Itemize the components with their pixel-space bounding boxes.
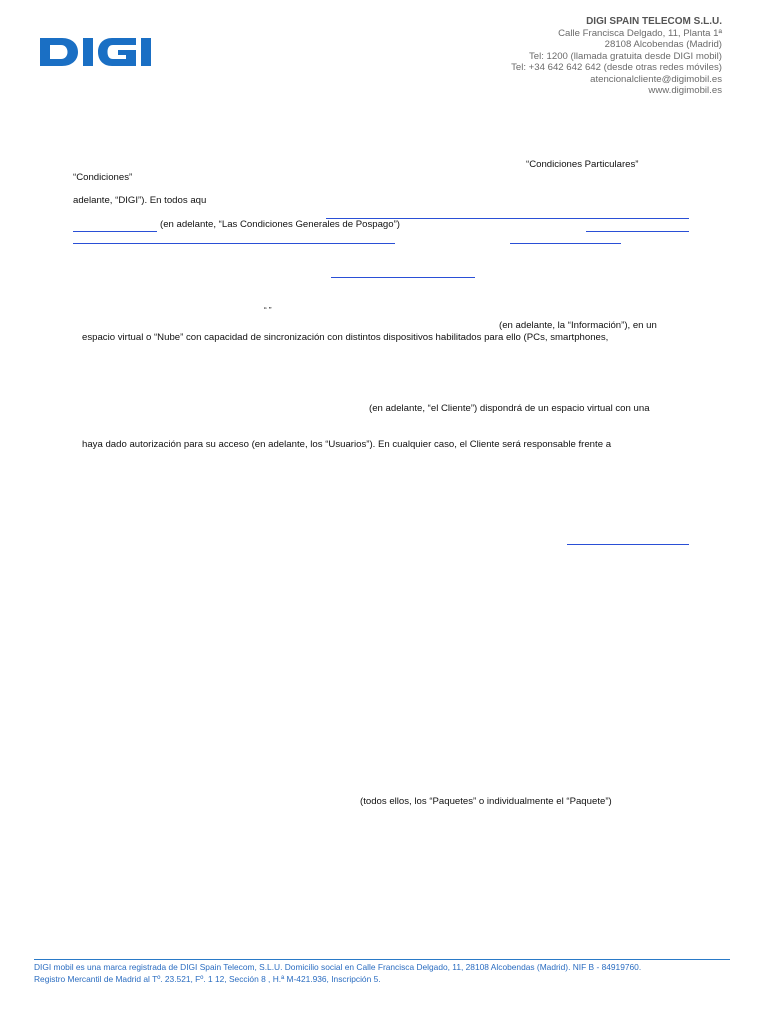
email-link[interactable]: atencionalcliente@digimobil.es: [590, 73, 722, 85]
text-paquetes: (todos ellos, los “Paquetes” o individualmente el “Paquete”): [360, 796, 612, 807]
address-line: 28108 Alcobendas (Madrid): [604, 39, 722, 50]
phone-line: Tel: +34 642 642 642 (desde otras redes móviles): [511, 62, 722, 73]
hyperlink-underline[interactable]: [73, 231, 157, 232]
hyperlink-underline[interactable]: [586, 231, 689, 232]
text-adelante-digi: adelante, “DIGI”). En todos aqu: [73, 195, 207, 206]
digi-logo: [40, 38, 174, 66]
text-condiciones-generales: (en adelante, “Las Condiciones Generales de Pospago”): [160, 219, 400, 230]
text-el-cliente: (en adelante, “el Cliente”) dispondrá de un espacio virtual con una: [369, 403, 650, 414]
hyperlink-underline[interactable]: [510, 243, 621, 244]
text-condiciones-particulares: “Condiciones Particulares”: [526, 159, 639, 170]
company-info: [511, 16, 722, 97]
phone-line: Tel: 1200 (llamada gratuita desde DIGI mobil): [528, 50, 722, 62]
text-condiciones: “Condiciones”: [73, 172, 133, 183]
text-espacio-virtual: espacio virtual o “Nube” con capacidad de sincronización con distintos dispositivos habilitados para ello (PCs, smartphones,: [82, 332, 609, 343]
footer-line: Registro Mercantil de Madrid al Tº. 23.521, Fº. 1 12, Sección 8 , H.ª M-421.936, Inscripción 5.: [34, 973, 381, 984]
company-name: DIGI SPAIN TELECOM S.L.U.: [586, 16, 722, 27]
hyperlink-underline[interactable]: [331, 277, 475, 278]
address-line: Calle Francisca Delgado, 11, Planta 1ª: [558, 27, 722, 39]
hyperlink-underline[interactable]: [73, 243, 395, 244]
footer-legal: [34, 962, 641, 985]
hyperlink-underline[interactable]: [567, 544, 689, 545]
footer-line: DIGI mobil es una marca registrada de DIGI Spain Telecom, S.L.U. Domicilio social en Calle Francisca Delgado, 11, 28108 Alcobendas (Madrid). NIF B - 84919760.: [34, 962, 642, 972]
website-link[interactable]: www.digimobil.es: [648, 85, 722, 96]
text-informacion: (en adelante, la “Información”), en un: [499, 320, 657, 331]
text-quote-marks: “ ”: [264, 306, 272, 315]
text-usuarios: haya dado autorización para su acceso (en adelante, los “Usuarios”). En cualquier caso, el Cliente será responsable frente a: [82, 439, 612, 450]
footer-divider: [34, 959, 730, 960]
